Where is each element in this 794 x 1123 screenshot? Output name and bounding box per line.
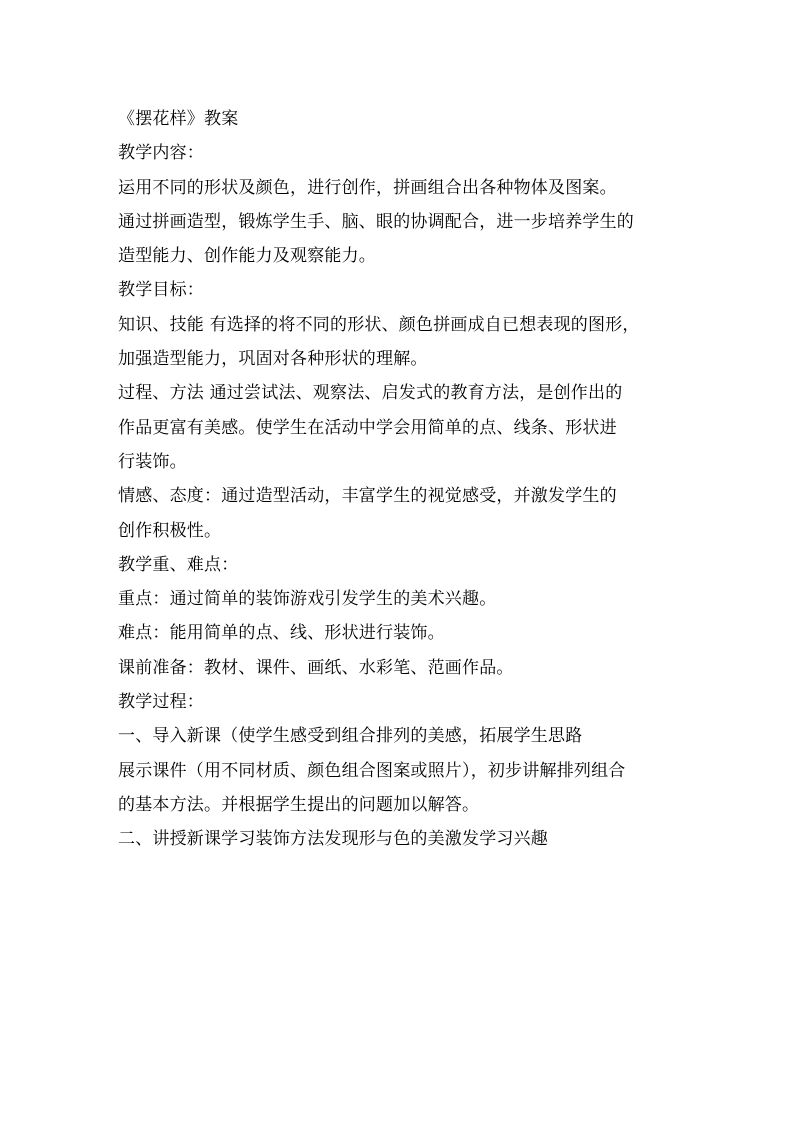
- section-heading-process: 教学过程：: [118, 692, 204, 713]
- paragraph-line: 难点：能用简单的点、线、形状进行装饰。: [118, 623, 445, 644]
- paragraph-line: 的基本方法。并根据学生提出的问题加以解答。: [118, 794, 480, 815]
- paragraph-line: 加强造型能力，巩固对各种形状的理解。: [118, 349, 428, 370]
- paragraph-line: 创作积极性。: [118, 520, 222, 541]
- paragraph-line: 造型能力、创作能力及观察能力。: [118, 246, 376, 267]
- paragraph-line: 课前准备：教材、课件、画纸、水彩笔、范画作品。: [118, 657, 514, 678]
- paragraph-line: 通过拼画造型，锻炼学生手、脑、眼的协调配合，进一步培养学生的: [118, 211, 634, 232]
- document-body: [118, 102, 688, 857]
- paragraph-line: 情感、态度：通过造型活动，丰富学生的视觉感受，并激发学生的: [118, 486, 617, 507]
- section-heading-objectives: 教学目标：: [118, 280, 204, 301]
- paragraph-line: 一、导入新课（使学生感受到组合排列的美感，拓展学生思路: [118, 726, 583, 747]
- section-heading-key-points: 教学重、难点：: [118, 554, 239, 575]
- paragraph-line: 知识、技能 有选择的将不同的形状、颜色拼画成自已想表现的图形，: [118, 314, 640, 335]
- paragraph-line: 重点：通过简单的装饰游戏引发学生的美术兴趣。: [118, 589, 497, 610]
- section-heading-content: 教学内容：: [118, 143, 204, 164]
- paragraph-line: 作品更富有美感。使学生在活动中学会用简单的点、线条、形状进: [118, 417, 617, 438]
- paragraph-line: 过程、方法 通过尝试法、观察法、启发式的教育方法，是创作出的: [118, 383, 623, 404]
- paragraph-line: 二、讲授新课学习装饰方法发现形与色的美激发学习兴趣: [118, 829, 548, 850]
- paragraph-line: 展示课件（用不同材质、颜色组合图案或照片），初步讲解排列组合: [118, 760, 626, 781]
- paragraph-line: 运用不同的形状及颜色，进行创作，拼画组合出各种物体及图案。: [118, 177, 617, 198]
- document-title: 《摆花样》教案: [118, 109, 239, 129]
- paragraph-line: 行装饰。: [118, 451, 187, 472]
